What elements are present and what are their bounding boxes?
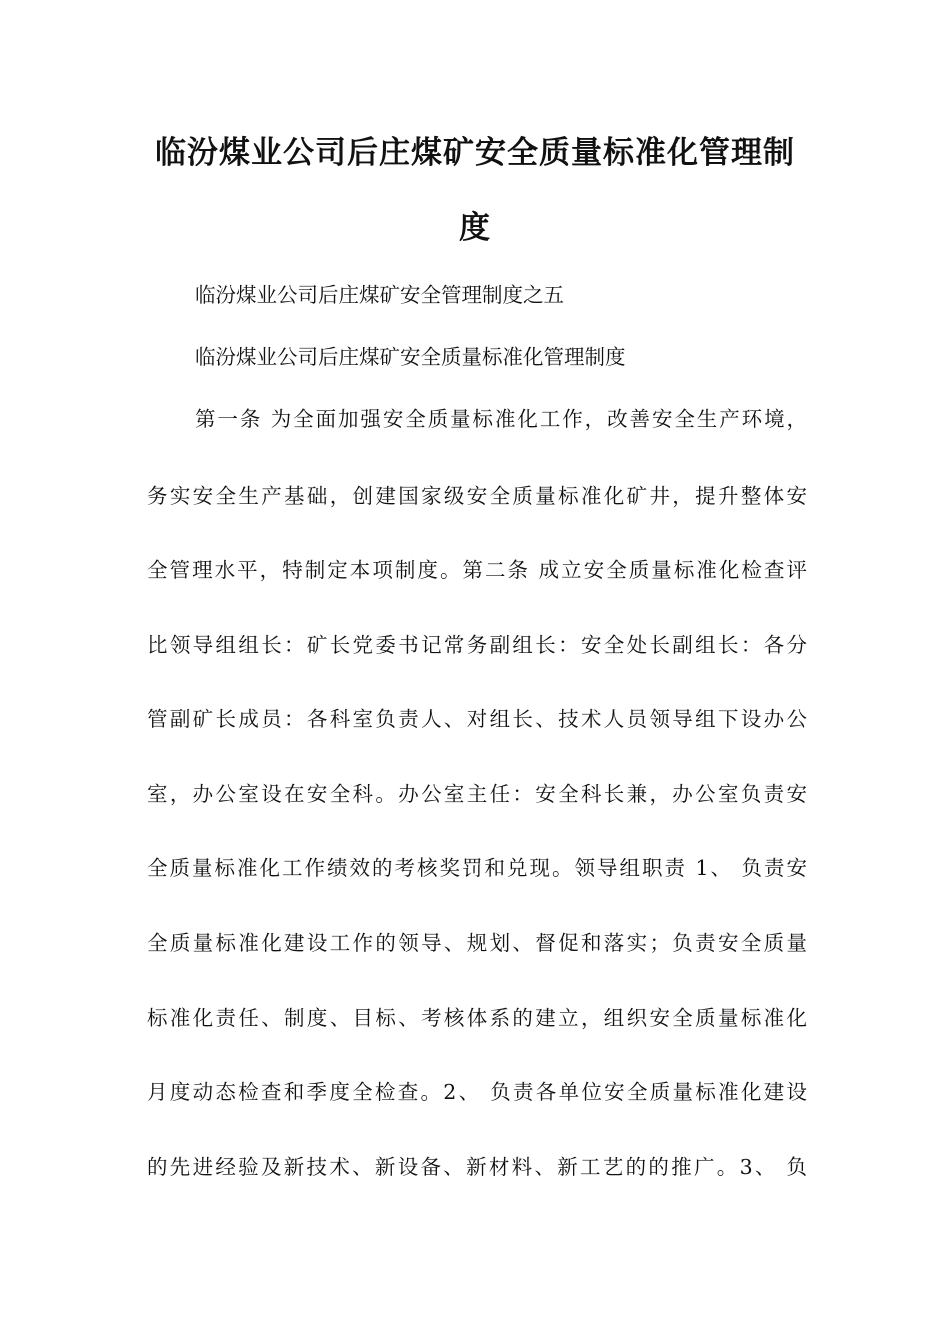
- subtitle-regulation-name: 临汾煤业公司后庄煤矿安全质量标准化管理制度: [195, 345, 626, 369]
- body-line: 标准化责任、制度、目标、考核体系的建立，组织安全质量标准化: [147, 1006, 807, 1030]
- body-line: 全质量标准化工作绩效的考核奖罚和兑现。领导组职责 1、 负责安: [147, 856, 807, 880]
- body-line: 室，办公室设在安全科。办公室主任：安全科长兼，办公室负责安: [147, 782, 807, 806]
- document-title-line-2: 度: [459, 210, 491, 246]
- body-line: 务实安全生产基础，创建国家级安全质量标准化矿井，提升整体安: [147, 484, 807, 508]
- body-line: 全质量标准化建设工作的领导、规划、督促和落实；负责安全质量: [147, 931, 807, 955]
- body-line: 第一条 为全面加强安全质量标准化工作，改善安全生产环境，: [195, 407, 807, 431]
- body-line: 管副矿长成员：各科室负责人、对组长、技术人员领导组下设办公: [147, 707, 807, 731]
- body-line: 月度动态检查和季度全检查。2、 负责各单位安全质量标准化建设: [147, 1080, 807, 1104]
- document-title-line-1: 临汾煤业公司后庄煤矿安全质量标准化管理制: [155, 135, 795, 171]
- body-line: 比领导组组长：矿长党委书记常务副组长：安全处长副组长：各分: [147, 633, 807, 657]
- body-line: 的先进经验及新技术、新设备、新材料、新工艺的的推广。3、 负: [147, 1155, 807, 1179]
- subtitle-regulation-number: 临汾煤业公司后庄煤矿安全管理制度之五: [195, 283, 564, 307]
- body-line: 全管理水平，特制定本项制度。第二条 成立安全质量标准化检查评: [147, 558, 807, 582]
